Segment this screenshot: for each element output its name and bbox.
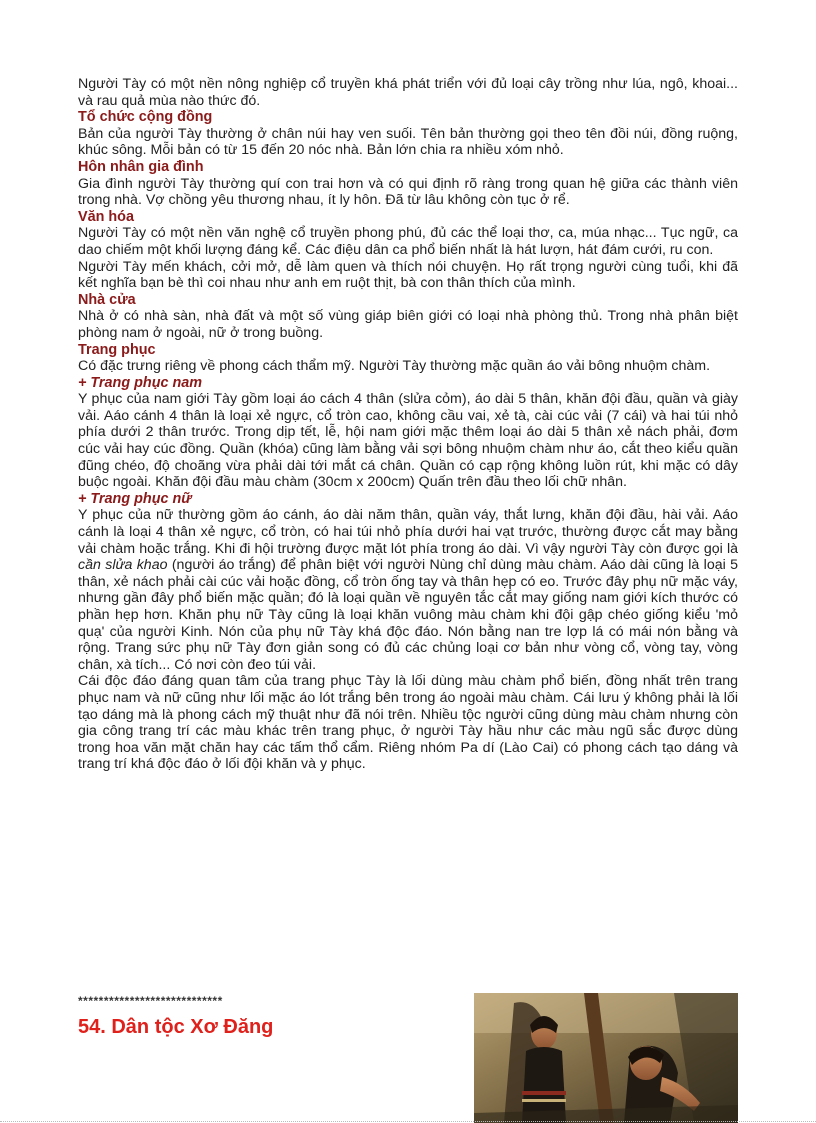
women-costume-text-after: (người áo trắng) để phân biệt với người Nùng chỉ dùng màu chàm. Aáo dài cũng là loại 5 thân, xẻ nách phải cài cúc vải hoặc đồng, cổ tròn ống tay và thân hẹp có eo. Trước đây phụ nữ mặc váy, nhưng gần đây phổ biến mặc quần; đó là loại quần về nguyên tắc cắt may giống nam giới kích thước có phần hẹp hơn. Khăn phụ nữ Tày cũng là loại khăn vuông màu chàm khi đội gập chéo giống kiểu 'mỏ quạ' của người Kinh. Nón của phụ nữ Tày khá độc đáo. Nón bằng nan tre lợp lá có mái nón bằng và rộng. Trang sức phụ nữ Tày đơn giản song có đủ các chủng loại cơ bản như vòng cổ, vòng tay, vòng chân, xà tích... Có nơi còn đeo túi vải. [78, 557, 738, 673]
costume-paragraph: Có đặc trưng riêng về phong cách thẩm mỹ. Người Tày thường mặc quần áo vải bông nhuộm chàm. [78, 358, 711, 375]
next-section-title: 54. Dân tộc Xơ Đăng [78, 1016, 274, 1038]
article-body [78, 76, 738, 773]
heading-community: Tổ chức cộng đồng [78, 109, 213, 126]
women-costume-text-before: Y phục của nữ thường gồm áo cánh, áo dài năm thân, quần váy, thắt lưng, khăn đội đầu, hài vải. Aáo cánh là loại 4 thân xẻ ngực, cổ tròn, có hai túi nhỏ phía dưới hai vạt trước, thường được cắt may bằng vải chàm hoặc trắng. Khi đi hội trường được mặt lót phía trong áo dài. Vì vậy người Tày còn được gọi là [78, 507, 738, 557]
photo-illustration [474, 993, 738, 1123]
costume-uniqueness-paragraph: Cái độc đáo đáng quan tâm của trang phục Tày là lối dùng màu chàm phổ biến, đồng nhất trên trang phục nam và nữ cũng như lối mặc áo lót trắng bên trong áo ngoài màu chàm. Cái lưu ý không phải là lối tạo dáng mà là phong cách mỹ thuật như đã nói trên. Nhiều tộc người cũng dùng màu chàm nhưng còn gia công trang trí các màu khác trên trang phục, ở người Tày hầu như các màu ngũ sắc được dùng trong hoa văn mặt chăn hay các tấm thổ cẩm. Riêng nhóm Pa dí (Lào Cai) có phong cách tạo dáng và trang trí khá độc đáo ở lối đội khăn và y phục. [78, 673, 738, 773]
marriage-paragraph: Gia đình người Tày thường quí con trai hơn và có qui định rõ ràng trong quan hệ giữa các thành viên trong nhà. Vợ chồng yêu thương nhau, ít ly hôn. Đã từ lâu không còn tục ở rể. [78, 175, 738, 209]
culture-paragraph-1: Người Tày có một nền văn nghệ cổ truyền phong phú, đủ các thể loại thơ, ca, múa nhạc... Tục ngữ, ca dao chiếm một khối lượng đáng kể. Các điệu dân ca phổ biến nhất là hát lượn, hát đám cưới, ru con. [78, 225, 738, 258]
section-separator: **************************** [78, 994, 223, 1008]
community-paragraph: Bản của người Tày thường ở chân núi hay ven suối. Tên bản thường gọi theo tên đồi núi, đồng ruộng, khúc sông. Mỗi bản có từ 15 đến 20 nóc nhà. Bản lớn chia ra nhiều xóm nhỏ. [78, 125, 738, 159]
xo-dang-women-photo [474, 993, 738, 1123]
heading-marriage: Hôn nhân gia đình [78, 158, 204, 175]
page-bottom-divider [0, 1121, 816, 1122]
heading-women-costume: + Trang phục nữ [78, 490, 192, 507]
culture-paragraph-2: Người Tày mến khách, cởi mở, dễ làm quen và thích nói chuyện. Họ rất trọng người cùng tuổi, khi đã kết nghĩa bạn bè thì coi nhau như anh em ruột thịt, bà con thân thích của mình. [78, 258, 738, 292]
heading-housing: Nhà cửa [78, 291, 136, 308]
heading-culture: Văn hóa [78, 208, 134, 225]
intro-paragraph: Người Tày có một nền nông nghiệp cổ truyền khá phát triển với đủ loại cây trồng như lúa, ngô, khoai... và rau quả mùa nào thức đó. [78, 76, 738, 109]
housing-paragraph: Nhà ở có nhà sàn, nhà đất và một số vùng giáp biên giới có loại nhà phòng thủ. Trong nhà phân biệt phòng nam ở ngoài, nữ ở trong buồng. [78, 308, 738, 341]
women-costume-paragraph [78, 507, 738, 673]
heading-men-costume: + Trang phục nam [78, 374, 203, 391]
heading-costume: Trang phục [78, 341, 156, 358]
men-costume-paragraph: Y phục của nam giới Tày gồm loại áo cách 4 thân (slửa cỏm), áo dài 5 thân, khăn đội đầu, quần và giày vải. Aáo cánh 4 thân là loại xẻ ngực, cổ tròn cao, không cầu vai, xẻ tà, cài cúc vải (7 cái) và hai túi nhỏ phía dưới 2 thân trước. Trong dịp tết, lễ, hội nam giới mặc thêm loại áo dài 5 thân xẻ nách phải, đơm cúc vải hay cúc đồng. Quần (khóa) cũng làm bằng vải sợi bông nhuộm chàm như áo, cắt theo kiểu quần đũng chéo, độ choãng vừa phải dài tới mắt cá chân. Quần có cạp rộng không luồn rút, khi mặc có dây buộc ngoài. Khăn đội đầu màu chàm (30cm x 200cm) Quấn trên đầu theo lối chữ nhân. [78, 391, 738, 491]
women-costume-italic-term: cần slửa khao [78, 557, 168, 574]
